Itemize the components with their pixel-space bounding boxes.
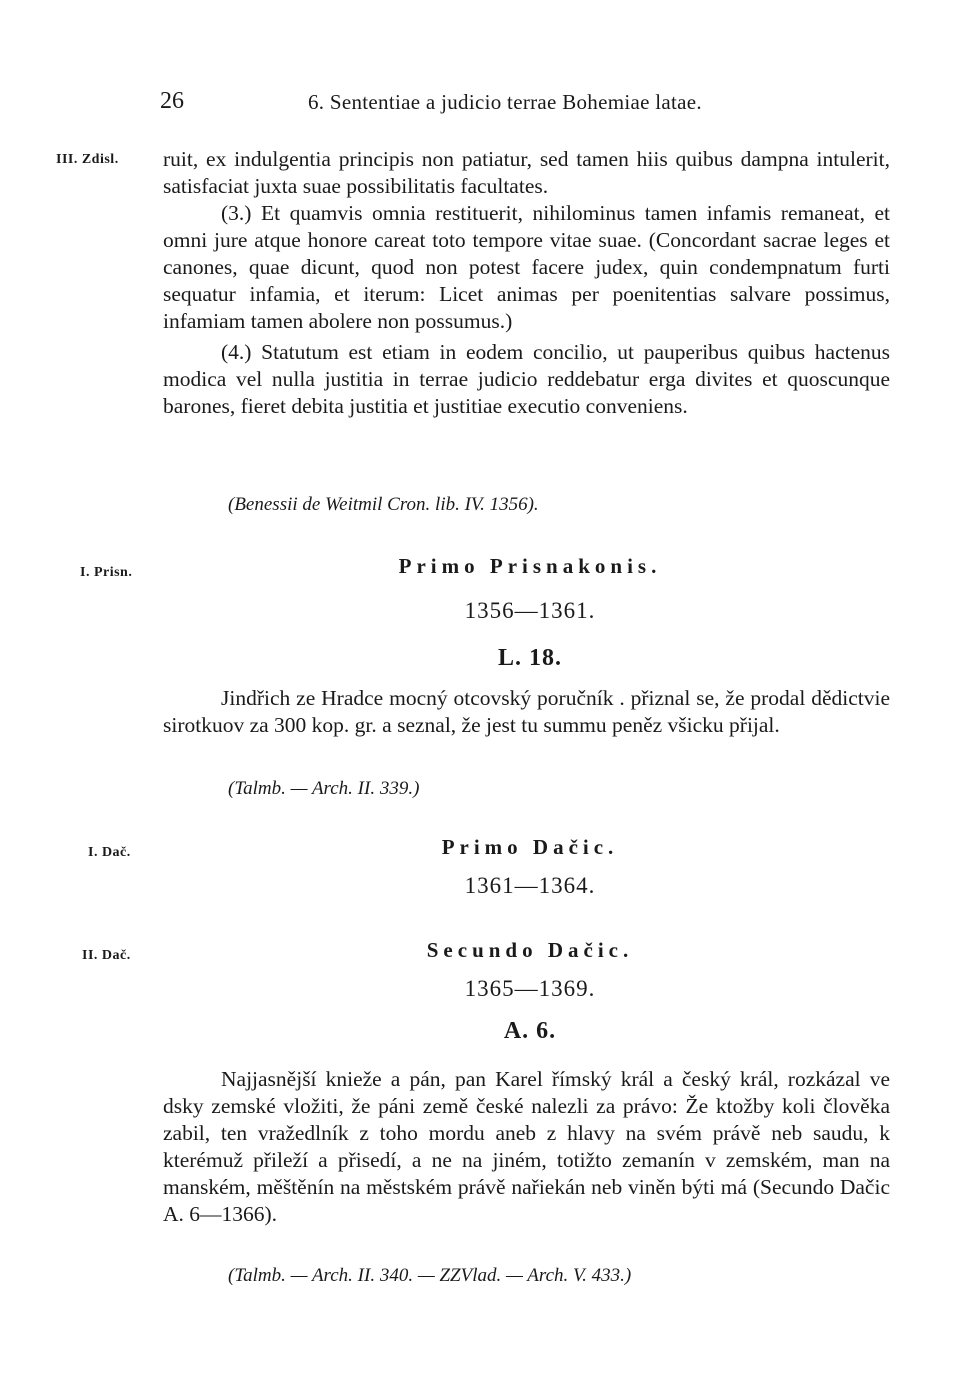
margin-note-zdisl: III. Zdisl. (56, 152, 119, 167)
paragraph-karel: Najjasnější knieže a pán, pan Karel římský král a český král, rozkázal ve dsky zemské vložiti, že páni země české nalezli za právo: Že ktožby koli člověka zabil, ten vražedlník z toho mordu aneb z hlavy na svém právě neb saudu, k kterémuž přileží a přisedí, a ne na jiném, totižto zemanín v zemském, man na manském, měštěnín na městském právě nařiekán neb viněn býti má (Secundo Dačic A. 6—1366). (163, 1067, 890, 1226)
heading-primo-prisnakonis: Primo Prisnakonis. (398, 554, 662, 578)
paragraph-continuation: ruit, ex indulgentia principis non patiatur, sed tamen hiis quibus dampna intulerit, satisfaciat juxta suae possibilitatis facultates. (163, 147, 890, 198)
document-number-l18: L. 18. (497, 645, 562, 671)
citation-talmb-340: (Talmb. — Arch. II. 340. — ZZVlad. — Arch. V. 433.) (228, 1265, 632, 1286)
paragraph-article-4: (4.) Statutum est etiam in eodem concilio, ut pauperibus quibus hactenus modica vel nulla justitia in terrae judicio reddebatur erga divites et quoscunque barones, fieret debita justitia et justitiae executio conveniens. (163, 340, 890, 418)
page-number: 26 (160, 88, 184, 114)
margin-note-dac-2: II. Dač. (82, 948, 131, 963)
running-title: 6. Sententiae a judicio terrae Bohemiae latae. (308, 90, 702, 114)
margin-note-dac-1: I. Dač. (88, 845, 131, 860)
years-1356-1361: 1356—1361. (464, 598, 596, 623)
margin-note-prisn: I. Prisn. (80, 565, 133, 580)
citation-benessii: (Benessii de Weitmil Cron. lib. IV. 1356). (228, 494, 539, 515)
heading-primo-dacic: Primo Dačic. (441, 835, 619, 859)
paragraph-jindrich: Jindřich ze Hradce mocný otcovský poručník . přiznal se, že prodal dědictvie sirotkuov za 300 kop. gr. a seznal, že jest tu summu peněz všicku přijal. (163, 686, 890, 737)
document-number-a6: A. 6. (503, 1018, 557, 1044)
citation-talmb-339: (Talmb. — Arch. II. 339.) (228, 778, 420, 799)
page-header (160, 88, 900, 124)
years-1365-1369: 1365—1369. (464, 976, 596, 1001)
years-1361-1364: 1361—1364. (464, 873, 596, 898)
section-zdisl-text (163, 146, 890, 420)
heading-secundo-dacic: Secundo Dačic. (426, 938, 634, 962)
paragraph-article-3: (3.) Et quamvis omnia restituerit, nihilominus tamen infamis remaneat, et omni jure atque honore careat toto tempore vitae suae. (Concordant sacrae leges et canones, quae dicunt, quod non potest facere judex, quin condempnatum furti sequatur infamia, et iterum: Licet animas per poenitentias salvare possimus, infamiam tamen abolere non possumus.) (163, 201, 890, 333)
